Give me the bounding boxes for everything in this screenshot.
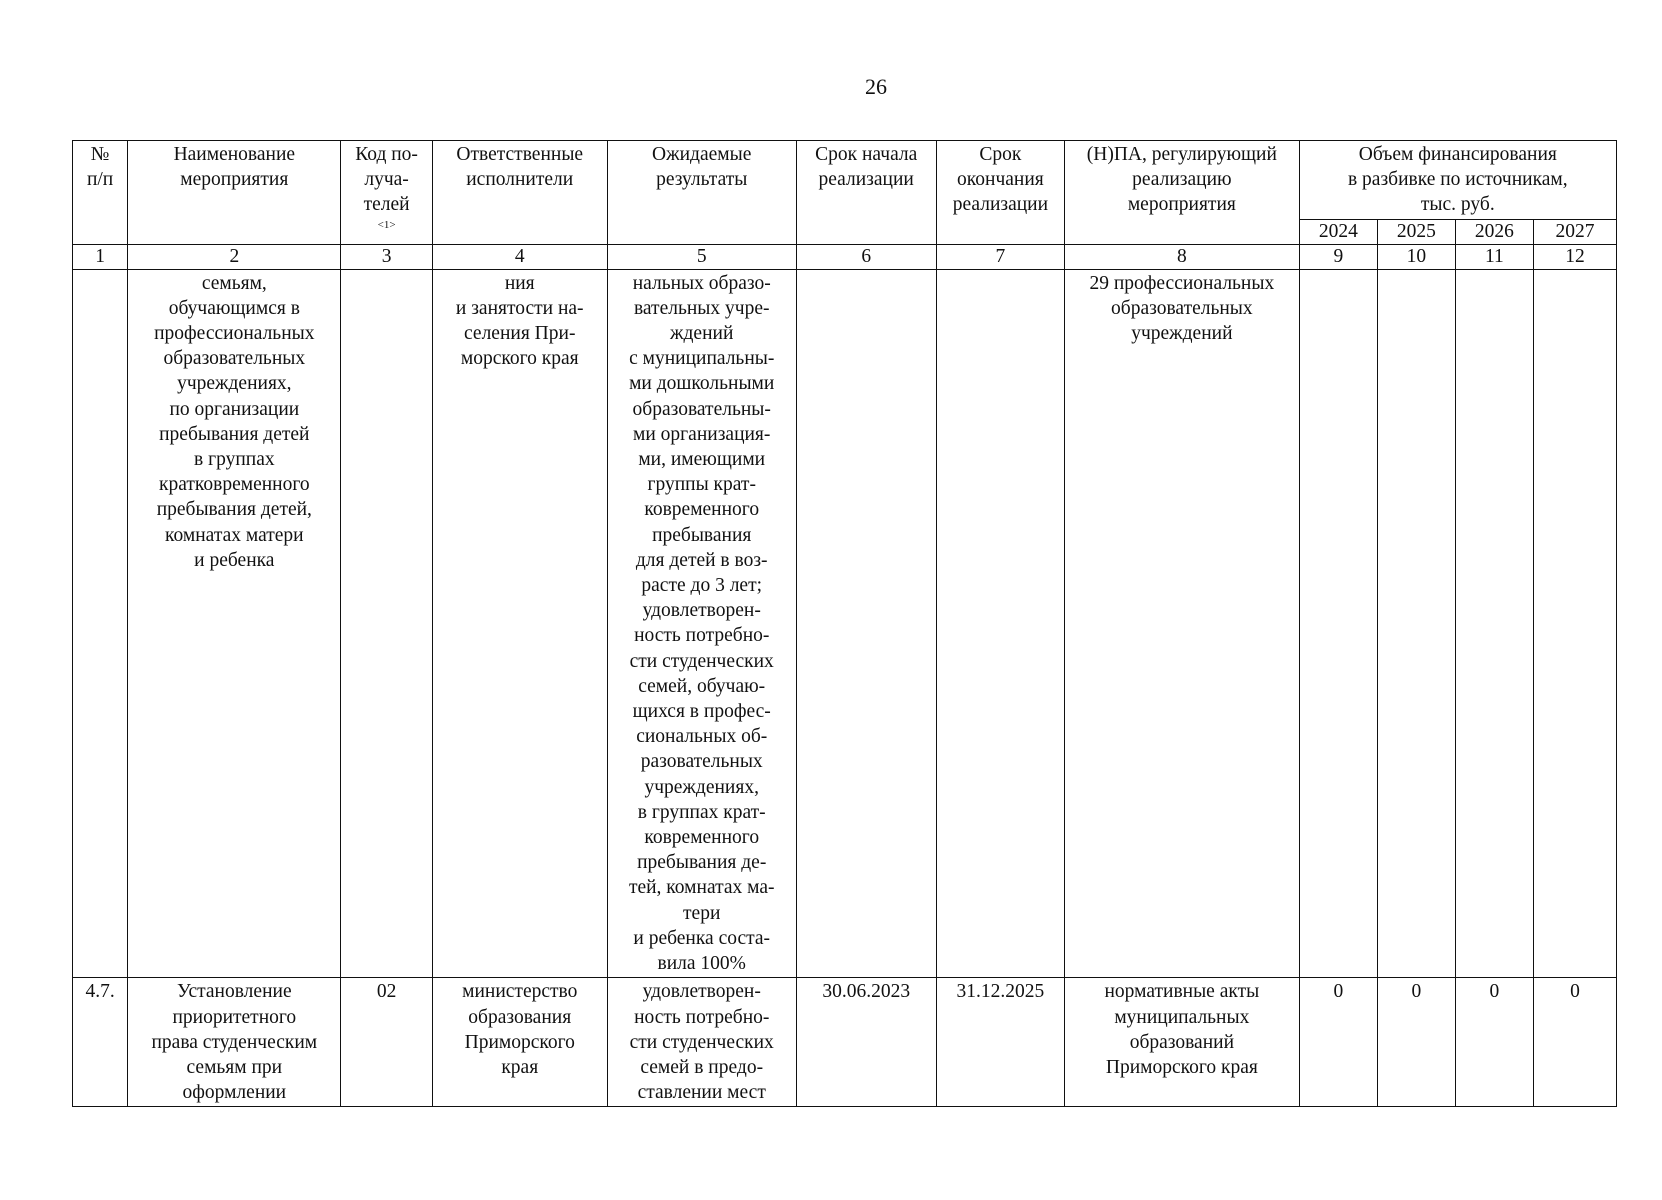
cell-executors: министерство образования Приморского края [432, 978, 607, 1107]
cell-name: семьям, обучающимся в профессиональных образовательных учреждениях, по организации пребывания детей в группах кратковременного пребывания детей, комнатах матери и ребенка [128, 269, 341, 978]
page-number: 26 [865, 74, 887, 99]
cell-num [73, 269, 128, 978]
column-number: 12 [1534, 244, 1617, 269]
cell-start: 30.06.2023 [796, 978, 936, 1107]
cell-2027: 0 [1534, 978, 1617, 1107]
header-row [73, 141, 1617, 220]
header-code-note: <1> [377, 218, 396, 231]
cell-end: 31.12.2025 [936, 978, 1064, 1107]
cell-npa: 29 профессиональных образовательных учреждений [1065, 269, 1300, 978]
cell-2027 [1534, 269, 1617, 978]
header-end: Срок окончания реализации [936, 141, 1064, 245]
table-row [73, 269, 1617, 978]
column-number: 5 [607, 244, 796, 269]
header-results: Ожидаемые результаты [607, 141, 796, 245]
column-number: 2 [128, 244, 341, 269]
header-executors: Ответственные исполнители [432, 141, 607, 245]
header-start: Срок начала реализации [796, 141, 936, 245]
cell-2024 [1299, 269, 1378, 978]
column-number: 4 [432, 244, 607, 269]
cell-end [936, 269, 1064, 978]
header-funding: Объем финансирования в разбивке по источникам, тыс. руб. [1299, 141, 1616, 220]
column-number: 11 [1455, 244, 1534, 269]
cell-2026 [1455, 269, 1534, 978]
column-number: 1 [73, 244, 128, 269]
header-npa: (Н)ПА, регулирующий реализацию мероприятия [1065, 141, 1300, 245]
cell-name: Установление приоритетного права студенческим семьям при оформлении [128, 978, 341, 1107]
table-row [73, 978, 1617, 1107]
header-year-2026: 2026 [1455, 219, 1534, 244]
header-year-2027: 2027 [1534, 219, 1617, 244]
column-number-row [73, 244, 1617, 269]
cell-num: 4.7. [73, 978, 128, 1107]
cell-2024: 0 [1299, 978, 1378, 1107]
column-number: 8 [1065, 244, 1300, 269]
measures-table [72, 140, 1617, 1107]
header-code: Код по- луча- телей <1> [341, 141, 432, 245]
cell-2025 [1378, 269, 1455, 978]
column-number: 9 [1299, 244, 1378, 269]
cell-2026: 0 [1455, 978, 1534, 1107]
cell-2025: 0 [1378, 978, 1455, 1107]
header-num: № п/п [73, 141, 128, 245]
header-year-2025: 2025 [1378, 219, 1455, 244]
cell-results: удовлетворен- ность потребно- сти студенческих семей в предо- ставлении мест [607, 978, 796, 1107]
column-number: 7 [936, 244, 1064, 269]
cell-results: нальных образо- вательных учре- ждений с муниципальны- ми дошкольными образовательны- ми организация- ми, имеющими группы крат- ковременного пребывания для детей в воз- расте до 3 лет; удовлетворен- ность потребно- сти студенческих семей, обучаю- щихся в профес- сиональных об- разовательных учреждениях, в группах крат- ковременного пребывания де- тей, комнатах ма- тери и ребенка соста- вила 100% [607, 269, 796, 978]
column-number: 6 [796, 244, 936, 269]
cell-start [796, 269, 936, 978]
column-number: 3 [341, 244, 432, 269]
cell-code [341, 269, 432, 978]
cell-executors: ния и занятости на- селения При- морского края [432, 269, 607, 978]
header-name: Наименование мероприятия [128, 141, 341, 245]
cell-code: 02 [341, 978, 432, 1107]
column-number: 10 [1378, 244, 1455, 269]
cell-npa: нормативные акты муниципальных образований Приморского края [1065, 978, 1300, 1107]
header-year-2024: 2024 [1299, 219, 1378, 244]
